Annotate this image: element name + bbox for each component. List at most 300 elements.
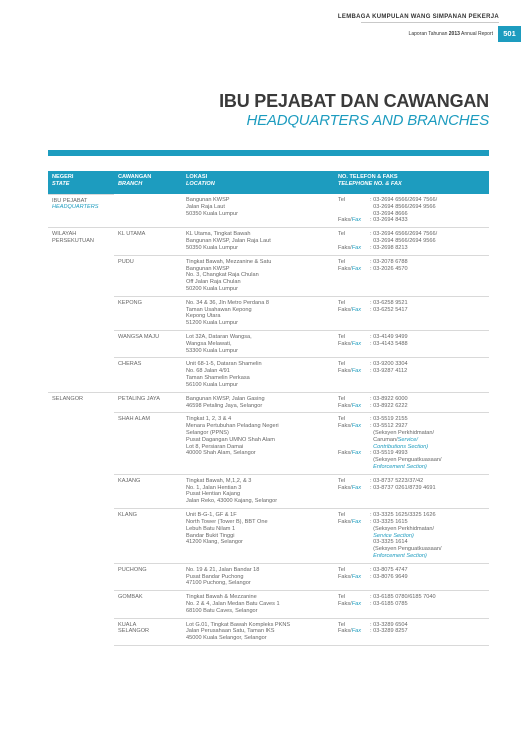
state-name: IBU PEJABAT bbox=[52, 197, 88, 204]
section-name-english: Enforcement Section) bbox=[370, 552, 427, 559]
report-title bbox=[409, 31, 493, 37]
phone-number bbox=[370, 628, 485, 635]
branch-name: KEPONG bbox=[118, 299, 142, 306]
table-row bbox=[48, 358, 489, 392]
phone-number bbox=[370, 245, 485, 252]
phone-text: (Seksyen Penguatkuasaan/ bbox=[370, 546, 442, 553]
state-cell bbox=[48, 509, 114, 564]
phone-list bbox=[338, 300, 485, 314]
phone-text: : 03-3325 1615 bbox=[370, 518, 408, 525]
phone-text: (Seksyen Penguatkuasaan/ bbox=[370, 457, 442, 464]
address-line: Lot 32A, Dataran Wangsa, bbox=[186, 334, 252, 340]
phone-cell bbox=[334, 413, 489, 475]
address-line: Jalan Raja Laut bbox=[186, 203, 225, 210]
phone-number bbox=[370, 416, 485, 423]
label-spacer bbox=[338, 211, 370, 218]
label-spacer bbox=[338, 437, 370, 444]
location-cell bbox=[182, 509, 334, 564]
phone-number bbox=[370, 601, 485, 608]
page-subtitle: HEADQUARTERS AND BRANCHES bbox=[246, 112, 489, 129]
phone-text: : 03-8922 6000 bbox=[370, 395, 408, 402]
phone-number bbox=[370, 546, 485, 553]
branch-name: SHAH ALAM bbox=[118, 416, 151, 423]
location-cell bbox=[182, 591, 334, 618]
phone-number bbox=[370, 553, 485, 560]
fax-label-english: Fax bbox=[351, 340, 362, 347]
address-line: No. 68 Jalan 4/91 bbox=[186, 368, 230, 375]
table-row bbox=[48, 228, 489, 255]
address-line: Tingkat Bawah & Mezzanine bbox=[186, 594, 257, 601]
tel-label: Tel bbox=[338, 197, 346, 203]
label-spacer bbox=[338, 430, 370, 437]
fax-label bbox=[338, 450, 370, 457]
phone-text: 03-2694 8566/2694 9566 bbox=[370, 238, 436, 245]
label-spacer bbox=[338, 444, 370, 451]
address-line: 41200 Klang, Selangor bbox=[186, 539, 243, 546]
address-line: Pusat Hentian Kajang bbox=[186, 491, 241, 498]
address-line: Jalan Reko, 43000 Kajang, Selangor bbox=[186, 498, 278, 505]
phone-text: : 03-2698 8213 bbox=[370, 244, 408, 251]
table-row bbox=[48, 618, 489, 645]
fax-label-malay: Faks/ bbox=[338, 244, 352, 251]
address-line: Unit B-G-1, GF & 1F bbox=[186, 512, 237, 519]
phone-number bbox=[370, 307, 485, 314]
page-number: 501 bbox=[498, 26, 521, 42]
address-line: Bangunan KWSP bbox=[186, 265, 230, 272]
address-line: 56100 Kuala Lumpur bbox=[186, 381, 238, 388]
phone-list bbox=[338, 512, 485, 560]
phone-text: : 03-6185 0785 bbox=[370, 601, 408, 607]
fax-label bbox=[338, 403, 370, 410]
phone-text: : 03-8737 0261/8739 4691 bbox=[370, 484, 436, 491]
phone-cell bbox=[334, 509, 489, 564]
phone-number bbox=[370, 567, 485, 574]
branch-cell bbox=[114, 331, 182, 358]
branch-cell bbox=[114, 618, 182, 645]
address-line: No. 34 & 36, Jln Metro Perdana 8 bbox=[186, 299, 270, 306]
column-header-state: NEGERI STATE bbox=[48, 171, 114, 194]
address-line: Bandar Bukit Tinggi bbox=[186, 532, 235, 539]
address-line: Tingkat Bawah, Mezzanine & Satu bbox=[186, 258, 272, 265]
phone-list bbox=[338, 197, 485, 224]
fax-label-malay: Faks/ bbox=[338, 484, 352, 491]
address-line: 47100 Puchong, Selangor bbox=[186, 580, 251, 587]
phone-number bbox=[370, 539, 485, 546]
phone-cell bbox=[334, 296, 489, 330]
phone-text: : 03-8922 6222 bbox=[370, 402, 408, 409]
phone-number bbox=[370, 444, 485, 451]
address-line: Unit 68-1-5, Dataran Shamelin bbox=[186, 361, 262, 368]
state-cell bbox=[48, 474, 114, 508]
branch-name: SELANGOR bbox=[118, 628, 150, 635]
phone-text: : 03-6252 5417 bbox=[370, 306, 408, 313]
state-cell bbox=[48, 194, 114, 228]
phone-text: 03-2694 8666 bbox=[370, 210, 408, 217]
phone-number bbox=[370, 519, 485, 526]
address-line: 50200 Kuala Lumpur bbox=[186, 285, 238, 292]
tel-label: Tel bbox=[338, 477, 346, 484]
state-name: SELANGOR bbox=[52, 395, 84, 402]
address-line: No. 19 & 21, Jalan Bandar 18 bbox=[186, 566, 260, 573]
address-line: Tingkat 1, 2, 3 & 4 bbox=[186, 416, 232, 423]
location-cell bbox=[182, 413, 334, 475]
tel-label: Tel bbox=[338, 566, 346, 573]
table-row bbox=[48, 331, 489, 358]
fax-label-english: Fax bbox=[351, 484, 362, 491]
branch-name: WANGSA MAJU bbox=[118, 334, 160, 340]
address-line: Jalan Perusahaan Satu, Taman IKS bbox=[186, 628, 275, 635]
fax-label-english: Fax bbox=[351, 265, 362, 272]
branch-name: PUDU bbox=[118, 258, 134, 265]
phone-list bbox=[338, 594, 485, 608]
phone-cell bbox=[334, 618, 489, 645]
tel-label: Tel bbox=[338, 512, 346, 519]
phone-number bbox=[370, 266, 485, 273]
fax-label bbox=[338, 217, 370, 224]
address-line: Bangunan KWSP, Jalan Gasing bbox=[186, 395, 265, 402]
location-cell bbox=[182, 618, 334, 645]
phone-number bbox=[370, 259, 485, 266]
tel-label: Tel bbox=[338, 594, 346, 601]
tel-label: Tel bbox=[338, 258, 346, 265]
branch-name: PUCHONG bbox=[118, 566, 147, 573]
phone-number bbox=[370, 231, 485, 238]
report-year: 2013 bbox=[448, 31, 460, 37]
location-cell bbox=[182, 474, 334, 508]
phone-number bbox=[370, 526, 485, 533]
address-line: Menara Pertubuhan Peladang Negeri bbox=[186, 423, 279, 430]
label-spacer bbox=[338, 546, 370, 553]
state-cell bbox=[48, 392, 114, 413]
phone-cell bbox=[334, 591, 489, 618]
phone-number bbox=[370, 341, 485, 348]
table-row bbox=[48, 392, 489, 413]
state-cell bbox=[48, 413, 114, 475]
address-line: Wangsa Melawati, bbox=[186, 340, 232, 347]
fax-label bbox=[338, 628, 370, 635]
address-line: Bangunan KWSP bbox=[186, 197, 230, 203]
location-cell bbox=[182, 228, 334, 255]
phone-number bbox=[370, 238, 485, 245]
phone-number bbox=[370, 300, 485, 307]
fax-label-english: Fax bbox=[351, 423, 362, 430]
fax-label-english: Fax bbox=[351, 368, 362, 375]
phone-number bbox=[370, 197, 485, 204]
phone-list bbox=[338, 334, 485, 348]
fax-label-english: Fax bbox=[351, 450, 362, 457]
address-line: 40000 Shah Alam, Selangor bbox=[186, 450, 256, 457]
phone-number bbox=[370, 217, 485, 224]
fax-label-malay: Faks/ bbox=[338, 265, 352, 272]
table-row bbox=[48, 194, 489, 228]
state-cell bbox=[48, 331, 114, 358]
state-name: WILAYAH bbox=[52, 231, 77, 238]
label-spacer bbox=[338, 539, 370, 546]
phone-text: : 03-8075 4747 bbox=[370, 566, 408, 573]
branch-cell bbox=[114, 296, 182, 330]
branch-name: KUALA bbox=[118, 621, 137, 628]
branch-name: KL UTAMA bbox=[118, 231, 146, 238]
location-cell bbox=[182, 331, 334, 358]
phone-text: : 03-3325 1625/3325 1626 bbox=[370, 512, 436, 519]
fax-label-malay: Faks/ bbox=[338, 217, 352, 224]
fax-label-english: Fax bbox=[351, 217, 362, 224]
fax-label-english: Fax bbox=[351, 601, 362, 607]
phone-number bbox=[370, 403, 485, 410]
tel-label: Tel bbox=[338, 395, 346, 402]
state-cell bbox=[48, 296, 114, 330]
phone-number bbox=[370, 512, 485, 519]
report-prefix: Laporan Tahunan bbox=[408, 31, 449, 37]
fax-label bbox=[338, 266, 370, 273]
fax-label bbox=[338, 368, 370, 375]
phone-number bbox=[370, 485, 485, 492]
fax-label bbox=[338, 341, 370, 348]
fax-label-english: Fax bbox=[351, 244, 362, 251]
branch-name: PETALING JAYA bbox=[118, 395, 160, 402]
label-spacer bbox=[338, 533, 370, 540]
label-spacer bbox=[338, 526, 370, 533]
phone-text: : 03-4143 5488 bbox=[370, 340, 408, 347]
address-line: Lot G.01, Tingkat Bawah Kompleks PKNS bbox=[186, 621, 291, 628]
phone-number bbox=[370, 423, 485, 430]
address-line: Bangunan KWSP, Jalan Raja Laut bbox=[186, 238, 271, 245]
state-cell bbox=[48, 228, 114, 255]
phone-list bbox=[338, 396, 485, 410]
phone-text: : 03-5512 2927 bbox=[370, 423, 408, 430]
phone-number bbox=[370, 533, 485, 540]
phone-cell bbox=[334, 255, 489, 296]
phone-list bbox=[338, 361, 485, 375]
section-name-english: Service Section) bbox=[370, 532, 414, 539]
fax-label-malay: Faks/ bbox=[338, 368, 352, 375]
state-cell bbox=[48, 563, 114, 590]
branch-name: KAJANG bbox=[118, 477, 141, 484]
phone-cell bbox=[334, 474, 489, 508]
fax-label bbox=[338, 574, 370, 581]
address-line: Pusat Bandar Puchong bbox=[186, 573, 244, 580]
phone-text: : 03-9200 3304 bbox=[370, 361, 408, 368]
table-row bbox=[48, 591, 489, 618]
label-spacer bbox=[338, 553, 370, 560]
location-cell bbox=[182, 358, 334, 392]
address-line: 51200 Kuala Lumpur bbox=[186, 320, 238, 327]
address-line: 45000 Kuala Selangor, Selangor bbox=[186, 635, 267, 642]
phone-cell bbox=[334, 358, 489, 392]
address-line: Lebuh Batu Nilam 1 bbox=[186, 525, 236, 532]
header-rule bbox=[361, 22, 499, 23]
branch-cell bbox=[114, 194, 182, 228]
phone-number bbox=[370, 464, 485, 471]
phone-text: 03-2694 8566/2694 9566 bbox=[370, 203, 436, 210]
branch-name: KLANG bbox=[118, 512, 137, 519]
address-line: Kepong Utara bbox=[186, 313, 221, 320]
state-name-english: HEADQUARTERS bbox=[52, 204, 99, 211]
organization-name: LEMBAGA KUMPULAN WANG SIMPANAN PEKERJA bbox=[337, 14, 499, 20]
fax-label-malay: Faks/ bbox=[338, 423, 352, 430]
state-cell bbox=[48, 255, 114, 296]
label-spacer bbox=[338, 464, 370, 471]
phone-text: Caruman/ bbox=[370, 436, 398, 443]
fax-label bbox=[338, 485, 370, 492]
column-header-location: LOKASI LOCATION bbox=[182, 171, 334, 194]
phone-text: : 03-6258 9521 bbox=[370, 299, 408, 306]
fax-label-english: Fax bbox=[351, 573, 362, 580]
table-row bbox=[48, 255, 489, 296]
phone-text: (Seksyen Perkhidmatan/ bbox=[370, 525, 435, 532]
phone-number bbox=[370, 430, 485, 437]
tel-label: Tel bbox=[338, 299, 346, 306]
branch-cell bbox=[114, 392, 182, 413]
branch-cell bbox=[114, 228, 182, 255]
phone-number bbox=[370, 450, 485, 457]
location-cell bbox=[182, 194, 334, 228]
phone-list bbox=[338, 567, 485, 581]
fax-label-english: Fax bbox=[351, 306, 362, 313]
phone-list bbox=[338, 622, 485, 636]
phone-number bbox=[370, 396, 485, 403]
fax-label bbox=[338, 245, 370, 252]
section-name-english: Enforcement Section) bbox=[370, 464, 427, 470]
phone-text: : 03-3289 8257 bbox=[370, 628, 408, 635]
fax-label-english: Fax bbox=[351, 628, 362, 635]
fax-label-malay: Faks/ bbox=[338, 450, 352, 457]
fax-label-malay: Faks/ bbox=[338, 573, 352, 580]
address-line: Taman Shamelin Perkasa bbox=[186, 375, 250, 382]
phone-text: : 03-5519 2155 bbox=[370, 416, 408, 423]
branch-cell bbox=[114, 358, 182, 392]
phone-number bbox=[370, 594, 485, 601]
fax-label-malay: Faks/ bbox=[338, 518, 352, 525]
phone-number bbox=[370, 368, 485, 375]
table-body bbox=[48, 194, 489, 646]
phone-cell bbox=[334, 392, 489, 413]
address-line: No. 3, Changkat Raja Chulan bbox=[186, 272, 259, 279]
tel-label: Tel bbox=[338, 231, 346, 238]
page-title: IBU PEJABAT DAN CAWANGAN bbox=[219, 91, 489, 111]
fax-label-malay: Faks/ bbox=[338, 402, 352, 409]
branch-cell bbox=[114, 413, 182, 475]
phone-list bbox=[338, 259, 485, 273]
phone-text: : 03-2694 8433 bbox=[370, 217, 408, 224]
phone-number bbox=[370, 574, 485, 581]
phone-number bbox=[370, 457, 485, 464]
phone-text: : 03-4149 9499 bbox=[370, 334, 408, 340]
address-line: 50350 Kuala Lumpur bbox=[186, 244, 238, 251]
address-line: Lot 8, Persiaran Damai bbox=[186, 443, 244, 450]
phone-list bbox=[338, 416, 485, 471]
fax-label-english: Fax bbox=[351, 518, 362, 525]
label-spacer bbox=[338, 457, 370, 464]
address-line: No. 1, Jalan Hentian 3 bbox=[186, 484, 242, 491]
address-line: 50350 Kuala Lumpur bbox=[186, 210, 238, 217]
phone-number bbox=[370, 437, 485, 444]
phone-cell bbox=[334, 194, 489, 228]
table-row bbox=[48, 296, 489, 330]
phone-text: : 03-6185 0780/6185 7040 bbox=[370, 594, 436, 601]
phone-text: : 03-2078 6788 bbox=[370, 258, 408, 265]
fax-label bbox=[338, 307, 370, 314]
title-divider-bar bbox=[48, 150, 489, 156]
branch-name: CHERAS bbox=[118, 361, 142, 368]
phone-text: : 03-8076 9649 bbox=[370, 573, 408, 580]
state-cell bbox=[48, 591, 114, 618]
address-line: Off Jalan Raja Chulan bbox=[186, 279, 241, 286]
phone-text: 03-3325 1614 bbox=[370, 539, 408, 546]
fax-label bbox=[338, 601, 370, 608]
label-spacer bbox=[338, 238, 370, 245]
address-line: 68100 Batu Caves, Selangor bbox=[186, 607, 258, 614]
fax-label-malay: Faks/ bbox=[338, 601, 352, 607]
address-line: KL Utama, Tingkat Bawah bbox=[186, 231, 251, 238]
tel-label: Tel bbox=[338, 621, 346, 628]
fax-label-malay: Faks/ bbox=[338, 628, 352, 635]
location-cell bbox=[182, 296, 334, 330]
branch-name: GOMBAK bbox=[118, 594, 143, 601]
phone-number bbox=[370, 478, 485, 485]
address-line: No. 2 & 4, Jalan Medan Batu Caves 1 bbox=[186, 601, 280, 607]
address-line: 46598 Petaling Jaya, Selangor bbox=[186, 402, 263, 409]
column-header-branch: CAWANGAN BRANCH bbox=[114, 171, 182, 194]
table-row bbox=[48, 563, 489, 590]
section-name-english: Service/ bbox=[397, 436, 418, 443]
branch-cell bbox=[114, 591, 182, 618]
fax-label-english: Fax bbox=[351, 402, 362, 409]
tel-label: Tel bbox=[338, 416, 346, 423]
phone-list bbox=[338, 478, 485, 492]
state-cell bbox=[48, 618, 114, 645]
table-row bbox=[48, 413, 489, 475]
phone-text: : 03-2694 6566/2694 7566/ bbox=[370, 231, 438, 238]
fax-label bbox=[338, 423, 370, 430]
branch-cell bbox=[114, 255, 182, 296]
state-cell bbox=[48, 358, 114, 392]
phone-text: : 03-5519 4993 bbox=[370, 450, 408, 457]
location-cell bbox=[182, 563, 334, 590]
phone-cell bbox=[334, 228, 489, 255]
address-line: Selangor (PPNS) bbox=[186, 429, 229, 436]
address-line: Taman Usahawan Kepong bbox=[186, 306, 252, 313]
phone-number bbox=[370, 361, 485, 368]
phone-number bbox=[370, 211, 485, 218]
state-name: PERSEKUTUAN bbox=[52, 238, 94, 245]
tel-label: Tel bbox=[338, 361, 346, 368]
location-cell bbox=[182, 255, 334, 296]
address-line: 53300 Kuala Lumpur bbox=[186, 347, 238, 354]
fax-label bbox=[338, 519, 370, 526]
phone-text: : 03-3289 6504 bbox=[370, 621, 408, 628]
phone-number bbox=[370, 622, 485, 629]
phone-cell bbox=[334, 563, 489, 590]
phone-number bbox=[370, 334, 485, 341]
column-header-phone: NO. TELEFON & FAKS TELEPHONE NO. & FAX bbox=[334, 171, 489, 194]
branch-cell bbox=[114, 563, 182, 590]
address-line: North Tower (Tower B), BBT One bbox=[186, 518, 268, 525]
branch-cell bbox=[114, 509, 182, 564]
phone-text: : 03-8737 5223/37/42 bbox=[370, 477, 424, 484]
branch-table bbox=[48, 171, 489, 646]
table-row bbox=[48, 509, 489, 564]
label-spacer bbox=[338, 204, 370, 211]
phone-text: : 03-9287 4112 bbox=[370, 368, 408, 375]
location-cell bbox=[182, 392, 334, 413]
table-header-row bbox=[48, 171, 489, 194]
address-line: Tingkat Bawah, M,1,2, & 3 bbox=[186, 477, 252, 484]
section-name-english: Contributions Section) bbox=[370, 443, 429, 450]
phone-cell bbox=[334, 331, 489, 358]
branch-cell bbox=[114, 474, 182, 508]
tel-label: Tel bbox=[338, 334, 346, 340]
